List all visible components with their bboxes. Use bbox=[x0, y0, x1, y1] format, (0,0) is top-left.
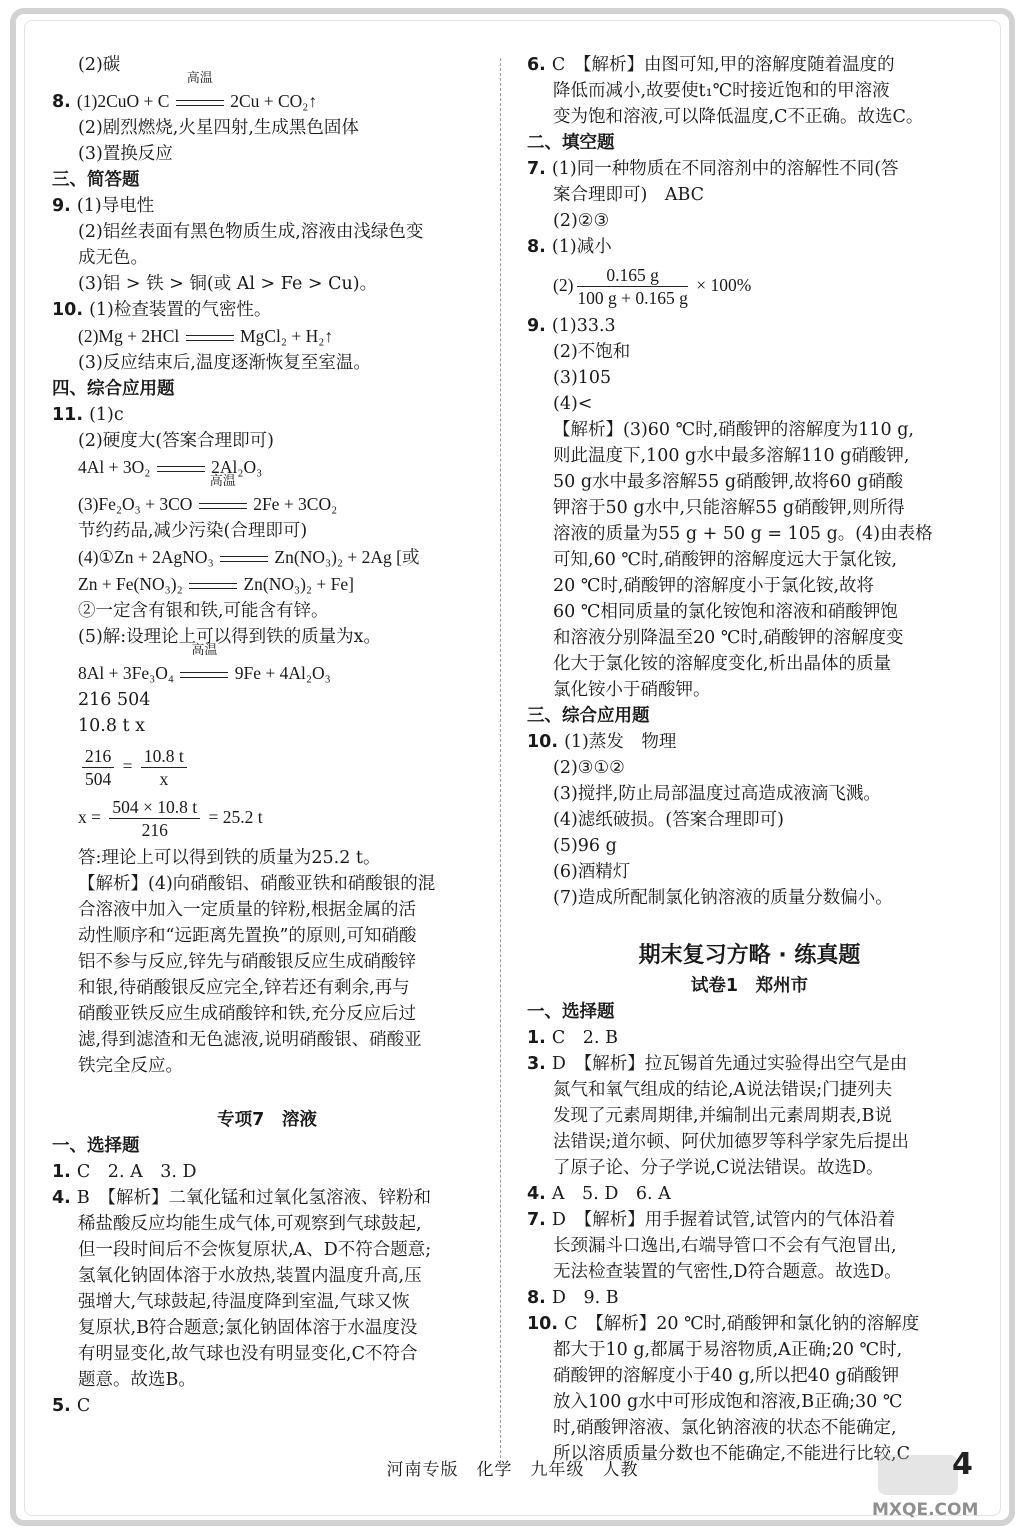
text-line bbox=[527, 1077, 972, 1103]
line-text: (1)c bbox=[89, 405, 124, 425]
line-text: 都大于10 g,都属于易溶物质,A正确;20 ℃时, bbox=[553, 1340, 903, 1360]
watermark-logo bbox=[878, 1455, 958, 1495]
question-number: 3. bbox=[527, 1054, 552, 1074]
section-heading bbox=[52, 376, 482, 402]
line-text: 10.8 t x bbox=[78, 716, 145, 736]
line-text: 【解析】(4)向硝酸铝、硝酸亚铁和硝酸银的混 bbox=[78, 874, 436, 894]
left-column bbox=[52, 52, 482, 1419]
section-heading bbox=[52, 1133, 482, 1159]
line-text: 专项7 溶液 bbox=[217, 1110, 317, 1130]
question-number: 8. bbox=[527, 1288, 552, 1308]
line-text: (3)搅拌,防止局部温度过高造成液滴飞溅。 bbox=[553, 784, 881, 804]
text-line bbox=[52, 1367, 482, 1393]
text-line bbox=[527, 807, 972, 833]
text-line bbox=[527, 1233, 972, 1259]
text-line bbox=[52, 949, 482, 975]
text-line bbox=[52, 1001, 482, 1027]
text-line bbox=[527, 156, 972, 182]
line-text: 铝不参与反应,锌先与硝酸银反应生成硝酸锌 bbox=[78, 952, 417, 972]
denominator: 504 bbox=[85, 769, 112, 789]
text-line bbox=[527, 1389, 972, 1415]
line-text: 四、综合应用题 bbox=[52, 379, 175, 399]
line-text: 期末复习方略 · 练真题 bbox=[638, 943, 861, 968]
line-text: 三、综合应用题 bbox=[527, 706, 650, 726]
question-number: 10. bbox=[52, 300, 90, 320]
line-text: (7)造成所配制氯化钠溶液的质量分数偏小。 bbox=[553, 888, 893, 908]
text-line bbox=[52, 624, 482, 650]
section-heading bbox=[527, 999, 972, 1025]
text-line bbox=[527, 1155, 972, 1181]
denominator: x bbox=[159, 769, 169, 789]
line-text: (2)剧烈燃烧,火星四射,生成黑色固体 bbox=[78, 118, 359, 138]
text-line bbox=[52, 428, 482, 454]
numerator: 216 bbox=[82, 745, 114, 768]
text-line bbox=[527, 1103, 972, 1129]
question-number: 6. bbox=[527, 55, 552, 75]
text-line bbox=[527, 521, 972, 547]
text-line bbox=[527, 547, 972, 573]
line-text: (2)碳 bbox=[78, 55, 121, 75]
equation-arrow bbox=[197, 474, 249, 518]
line-text: 硝酸亚铁反应生成硝酸锌和铁,充分反应后过 bbox=[78, 1004, 417, 1024]
question-number: 7. bbox=[527, 159, 552, 179]
text-line bbox=[52, 297, 482, 323]
text-line bbox=[52, 1315, 482, 1341]
double-line bbox=[220, 556, 268, 562]
line-text: (1)导电性 bbox=[76, 196, 155, 216]
text-line bbox=[527, 104, 972, 130]
section-title bbox=[52, 1107, 482, 1133]
line-text: 50 g水中最多溶解55 g硝酸钾,故将60 g硝酸 bbox=[553, 472, 904, 492]
line-text: 一、选择题 bbox=[527, 1002, 615, 1022]
line-text: 硝酸钾的溶解度小于40 g,所以把40 g硝酸钾 bbox=[553, 1366, 900, 1386]
text-line bbox=[52, 687, 482, 713]
text-line bbox=[527, 729, 972, 755]
text-line bbox=[527, 365, 972, 391]
text-line bbox=[527, 52, 972, 78]
reaction-condition: 高温 bbox=[186, 71, 213, 86]
line-text: 【解析】(3)60 ℃时,硝酸钾的溶解度为110 g, bbox=[553, 420, 914, 440]
section-heading bbox=[527, 130, 972, 156]
text-line bbox=[52, 402, 482, 428]
text-line bbox=[52, 598, 482, 624]
text-line bbox=[52, 1211, 482, 1237]
text-line bbox=[527, 234, 972, 260]
text-line bbox=[527, 573, 972, 599]
text-line bbox=[527, 599, 972, 625]
double-line bbox=[180, 672, 228, 678]
section-heading bbox=[52, 167, 482, 193]
line-text: (2)铝丝表面有黑色物质生成,溶液由浅绿色变 bbox=[78, 222, 424, 242]
line-text: (2)硬度大(答案合理即可) bbox=[78, 431, 274, 451]
question-number: 10. bbox=[527, 1314, 565, 1334]
equation-arrow bbox=[218, 545, 270, 571]
line-text: 稀盐酸反应均能生成气体,可观察到气球鼓起, bbox=[78, 1214, 422, 1234]
text-line bbox=[527, 1129, 972, 1155]
line-text: 铁完全反应。 bbox=[78, 1056, 183, 1076]
text-line bbox=[527, 339, 972, 365]
equation-left: (4)①Zn + 2AgNO₃ bbox=[78, 547, 219, 567]
question-number: 8. bbox=[52, 92, 77, 112]
line-text: C 【解析】由图可知,甲的溶解度随着温度的 bbox=[551, 55, 895, 75]
footer-edition: 河南专版 化学 九年级 人教 bbox=[386, 1460, 639, 1480]
denominator: 216 bbox=[141, 820, 168, 840]
equation-left: 8Al + 3Fe₃O₄ bbox=[78, 663, 179, 683]
equation-arrow bbox=[174, 71, 226, 115]
proportion-equation bbox=[52, 745, 482, 790]
line-text: ②一定含有银和铁,可能含有锌。 bbox=[78, 601, 329, 621]
text-line bbox=[527, 859, 972, 885]
line-text: 了原子论、分子学说,C说法错误。故选D。 bbox=[553, 1158, 884, 1178]
double-line bbox=[157, 466, 205, 472]
chemical-equation bbox=[52, 544, 482, 571]
line-text: C 【解析】20 ℃时,硝酸钾和氯化钠的溶解度 bbox=[564, 1314, 920, 1334]
line-text: (6)酒精灯 bbox=[553, 862, 631, 882]
line-text: 长颈漏斗口逸出,右端导管口不会有气泡冒出, bbox=[553, 1236, 897, 1256]
fraction bbox=[141, 745, 187, 790]
chemical-equation bbox=[52, 643, 482, 687]
text-line bbox=[52, 975, 482, 1001]
text-line bbox=[52, 845, 482, 871]
line-text: (1)33.3 bbox=[551, 316, 616, 336]
chemical-equation bbox=[52, 571, 482, 598]
line-text: D 【解析】拉瓦锡首先通过实验得出空气是由 bbox=[551, 1054, 908, 1074]
line-text: 和溶液分别降温至20 ℃时,硝酸钾的溶解度变 bbox=[553, 628, 904, 648]
text-line bbox=[527, 495, 972, 521]
text-line bbox=[527, 417, 972, 443]
equation-left: (3)Fe₂O₃ + 3CO bbox=[78, 494, 197, 514]
text-line bbox=[527, 469, 972, 495]
line-text: 放入100 g水中可形成饱和溶液,B正确;30 ℃ bbox=[553, 1392, 903, 1412]
numerator: 504 × 10.8 t bbox=[109, 796, 200, 819]
equation-right: MgCl₂ + H₂↑ bbox=[235, 326, 334, 346]
text-line bbox=[527, 391, 972, 417]
chemical-equation bbox=[52, 71, 482, 115]
section-title bbox=[527, 939, 972, 973]
line-text: (3)反应结束后,温度逐渐恢复至室温。 bbox=[78, 353, 371, 373]
line-text: (5)解:设理论上可以得到铁的质量为x。 bbox=[78, 627, 382, 647]
reaction-condition: 高温 bbox=[191, 643, 218, 658]
text-line bbox=[527, 1181, 972, 1207]
text-line bbox=[527, 651, 972, 677]
line-text: 变为饱和溶液,可以降低温度,C不正确。故选C。 bbox=[553, 107, 924, 127]
text-line bbox=[52, 52, 482, 78]
text-line bbox=[527, 313, 972, 339]
expression-suffix: = 25.2 t bbox=[204, 807, 263, 827]
equation-right: 2Cu + CO₂↑ bbox=[225, 91, 318, 111]
equation-right: Zn(NO₃)₂ + Fe] bbox=[239, 574, 354, 594]
text-line bbox=[527, 182, 972, 208]
line-text: (5)96 g bbox=[553, 836, 617, 856]
column-divider bbox=[500, 58, 501, 1468]
equation-right: 2Al₂O₃ bbox=[206, 457, 263, 477]
text-line bbox=[52, 350, 482, 376]
line-text: (1)减小 bbox=[551, 237, 612, 257]
section-gap bbox=[52, 1079, 482, 1107]
question-number: 4. bbox=[527, 1184, 552, 1204]
line-text: 复原状,B符合题意;氯化钠固体溶于水温度没 bbox=[78, 1318, 418, 1338]
fraction-expression bbox=[52, 796, 482, 841]
text-line bbox=[527, 755, 972, 781]
text-line bbox=[52, 1263, 482, 1289]
text-line bbox=[52, 1159, 482, 1185]
double-line bbox=[176, 100, 224, 106]
equation-arrow bbox=[178, 643, 230, 687]
line-text: 有明显变化,故气球也没有明显变化,C不符合 bbox=[78, 1344, 418, 1364]
equals-sign: = bbox=[118, 756, 137, 776]
line-text: 案合理即可) ABC bbox=[553, 185, 705, 205]
line-text: (2)③①② bbox=[553, 758, 625, 778]
fraction bbox=[109, 796, 200, 841]
line-text: (4)滤纸破损。(答案合理即可) bbox=[553, 810, 784, 830]
line-text: 但一段时间后不会恢复原状,A、D不符合题意; bbox=[78, 1240, 432, 1260]
line-text: 无法检查装置的气密性,D符合题意。故选D。 bbox=[553, 1262, 902, 1282]
line-text: 降低而减小,故要使t₁℃时接近饱和的甲溶液 bbox=[553, 81, 890, 101]
text-line bbox=[52, 115, 482, 141]
line-text: 60 ℃相同质量的氯化铵饱和溶液和硝酸钾饱 bbox=[553, 602, 898, 622]
text-line bbox=[527, 677, 972, 703]
question-number: 7. bbox=[527, 1210, 552, 1230]
double-line bbox=[186, 335, 234, 341]
text-line bbox=[52, 1185, 482, 1211]
question-number: 1. bbox=[52, 1162, 77, 1182]
text-line bbox=[527, 1311, 972, 1337]
line-text: 一、选择题 bbox=[52, 1136, 140, 1156]
equation-left: 4Al + 3O₂ bbox=[78, 457, 155, 477]
line-text: C 2. A 3. D bbox=[76, 1162, 197, 1182]
text-line bbox=[52, 141, 482, 167]
text-line bbox=[527, 1259, 972, 1285]
chemical-equation bbox=[52, 323, 482, 350]
question-number: 11. bbox=[52, 405, 90, 425]
line-text: (1)检查装置的气密性。 bbox=[89, 300, 272, 320]
question-number: 8. bbox=[527, 237, 552, 257]
text-line bbox=[52, 923, 482, 949]
question-number: 9. bbox=[527, 316, 552, 336]
denominator: 100 g + 0.165 g bbox=[577, 288, 688, 308]
line-text: 氢氧化钠固体溶于水放热,装置内温度升高,压 bbox=[78, 1266, 422, 1286]
question-number: 4. bbox=[52, 1188, 77, 1208]
double-line bbox=[199, 503, 247, 509]
text-line bbox=[527, 625, 972, 651]
equation-left: (2)Mg + 2HCl bbox=[78, 326, 184, 346]
line-text: 所以溶质质量分数也不能确定,不能进行比较,C bbox=[553, 1444, 911, 1464]
line-text: D 【解析】用手握着试管,试管内的气体沿着 bbox=[551, 1210, 896, 1230]
equation-arrow bbox=[184, 324, 236, 350]
equation-right: 2Fe + 3CO₂ bbox=[248, 494, 338, 514]
line-text: (2)②③ bbox=[553, 211, 610, 231]
text-line bbox=[527, 1025, 972, 1051]
question-number: 10. bbox=[527, 732, 565, 752]
line-text: C 2. B bbox=[551, 1028, 618, 1048]
text-line bbox=[52, 518, 482, 544]
line-text: (2)不饱和 bbox=[553, 342, 631, 362]
text-line bbox=[52, 271, 482, 297]
text-line bbox=[52, 1289, 482, 1315]
text-line bbox=[52, 1237, 482, 1263]
line-text: 20 ℃时,硝酸钾的溶解度小于氯化铵,故将 bbox=[553, 576, 875, 596]
text-line bbox=[527, 1051, 972, 1077]
line-text: (3)置换反应 bbox=[78, 144, 173, 164]
text-line bbox=[52, 897, 482, 923]
double-line bbox=[189, 583, 237, 589]
line-text: 试卷1 郑州市 bbox=[690, 976, 809, 996]
text-line bbox=[52, 1393, 482, 1419]
line-text: A 5. D 6. A bbox=[551, 1184, 671, 1204]
numerator: 10.8 t bbox=[141, 745, 187, 768]
text-line bbox=[52, 193, 482, 219]
line-text: 和银,待硝酸银反应完全,锌若还有剩余,再与 bbox=[78, 978, 410, 998]
question-number: 9. bbox=[52, 196, 77, 216]
line-text: 216 504 bbox=[78, 690, 151, 710]
fraction bbox=[577, 264, 688, 309]
section-gap bbox=[527, 911, 972, 939]
line-text: 三、简答题 bbox=[52, 170, 140, 190]
line-text: 化大于氯化铵的溶解度变化,析出晶体的质量 bbox=[553, 654, 892, 674]
line-text: 法错误;道尔顿、阿伏加德罗等科学家先后提出 bbox=[553, 1132, 909, 1152]
equation-right: 9Fe + 4Al₂O₃ bbox=[230, 663, 331, 683]
question-number: 5. bbox=[52, 1396, 77, 1416]
text-line bbox=[527, 1415, 972, 1441]
line-text: 二、填空题 bbox=[527, 133, 615, 153]
text-line bbox=[52, 1027, 482, 1053]
page-number: 4 bbox=[952, 1447, 973, 1482]
line-text: 成无色。 bbox=[78, 248, 148, 268]
line-text: 节约药品,减少污染(合理即可) bbox=[78, 521, 308, 541]
line-text: 发现了元素周期律,并编制出元素周期表,B说 bbox=[553, 1106, 892, 1126]
line-text: 时,硝酸钾溶液、氯化钠溶液的状态不能确定, bbox=[553, 1418, 897, 1438]
text-line bbox=[527, 78, 972, 104]
line-text: 滤,得到滤渣和无色滤液,说明硝酸银、硝酸亚 bbox=[78, 1030, 422, 1050]
text-line bbox=[52, 1341, 482, 1367]
equation-right: Zn(NO₃)₂ + 2Ag [或 bbox=[270, 547, 420, 567]
line-text: 氯化铵小于硝酸钾。 bbox=[553, 680, 711, 700]
line-text: 钾溶于50 g水中,只能溶解55 g硝酸钾,则所得 bbox=[553, 498, 905, 518]
equation-arrow bbox=[187, 572, 239, 598]
text-line bbox=[52, 219, 482, 245]
reaction-condition: 高温 bbox=[209, 474, 236, 489]
text-line bbox=[52, 871, 482, 897]
line-text: 溶液的质量为55 g + 50 g = 105 g。(4)由表格 bbox=[553, 524, 933, 544]
line-text: 答:理论上可以得到铁的质量为25.2 t。 bbox=[78, 848, 381, 868]
line-text: (1)蒸发 物理 bbox=[564, 732, 677, 752]
question-number: 1. bbox=[527, 1028, 552, 1048]
equation-left: Zn + Fe(NO₃)₂ bbox=[78, 574, 188, 594]
line-text: 氮气和氧气组成的结论,A说法错误;门捷列夫 bbox=[553, 1080, 893, 1100]
text-line bbox=[527, 208, 972, 234]
expression-suffix: × 100% bbox=[691, 275, 752, 295]
text-line bbox=[527, 833, 972, 859]
chemical-equation bbox=[52, 474, 482, 518]
line-text: (3)105 bbox=[553, 368, 612, 388]
numerator: 0.165 g bbox=[577, 264, 688, 287]
text-line bbox=[527, 1363, 972, 1389]
section-heading bbox=[527, 703, 972, 729]
text-line bbox=[527, 1207, 972, 1233]
line-text: C bbox=[76, 1396, 91, 1416]
line-text: B 【解析】二氧化锰和过氧化氢溶液、锌粉和 bbox=[76, 1188, 432, 1208]
line-text: 可知,60 ℃时,硝酸钾的溶解度远大于氯化铵, bbox=[553, 550, 898, 570]
text-line bbox=[527, 885, 972, 911]
line-text: 题意。故选B。 bbox=[78, 1370, 196, 1390]
text-line bbox=[527, 781, 972, 807]
watermark-text: MXQE.COM bbox=[872, 1500, 979, 1520]
text-line bbox=[527, 443, 972, 469]
text-line bbox=[52, 245, 482, 271]
line-text: D 9. B bbox=[551, 1288, 619, 1308]
text-line bbox=[52, 1053, 482, 1079]
text-line bbox=[52, 713, 482, 739]
line-text: (4)< bbox=[553, 394, 593, 414]
right-column bbox=[527, 52, 972, 1467]
expression-prefix: x = bbox=[78, 807, 106, 827]
line-text: 则此温度下,100 g水中最多溶解110 g硝酸钾, bbox=[553, 446, 910, 466]
line-text: 合溶液中加入一定质量的锌粉,根据金属的活 bbox=[78, 900, 417, 920]
equation-left: (1)2CuO + C bbox=[76, 91, 174, 111]
text-line bbox=[527, 1337, 972, 1363]
line-text: (1)同一种物质在不同溶剂中的溶解性不同(答 bbox=[551, 159, 899, 179]
text-line bbox=[527, 1285, 972, 1311]
fraction-expression bbox=[527, 264, 972, 309]
expression-prefix: (2) bbox=[553, 275, 574, 295]
line-text: 强增大,气球鼓起,待温度降到室温,气球又恢 bbox=[78, 1292, 410, 1312]
chemical-equation bbox=[52, 454, 482, 481]
line-text: (3)铝 > 铁 > 铜(或 Al > Fe > Cu)。 bbox=[78, 274, 378, 294]
line-text: 动性顺序和“远距离先置换”的原则,可知硝酸 bbox=[78, 926, 417, 946]
section-title bbox=[527, 973, 972, 999]
fraction bbox=[82, 745, 114, 790]
